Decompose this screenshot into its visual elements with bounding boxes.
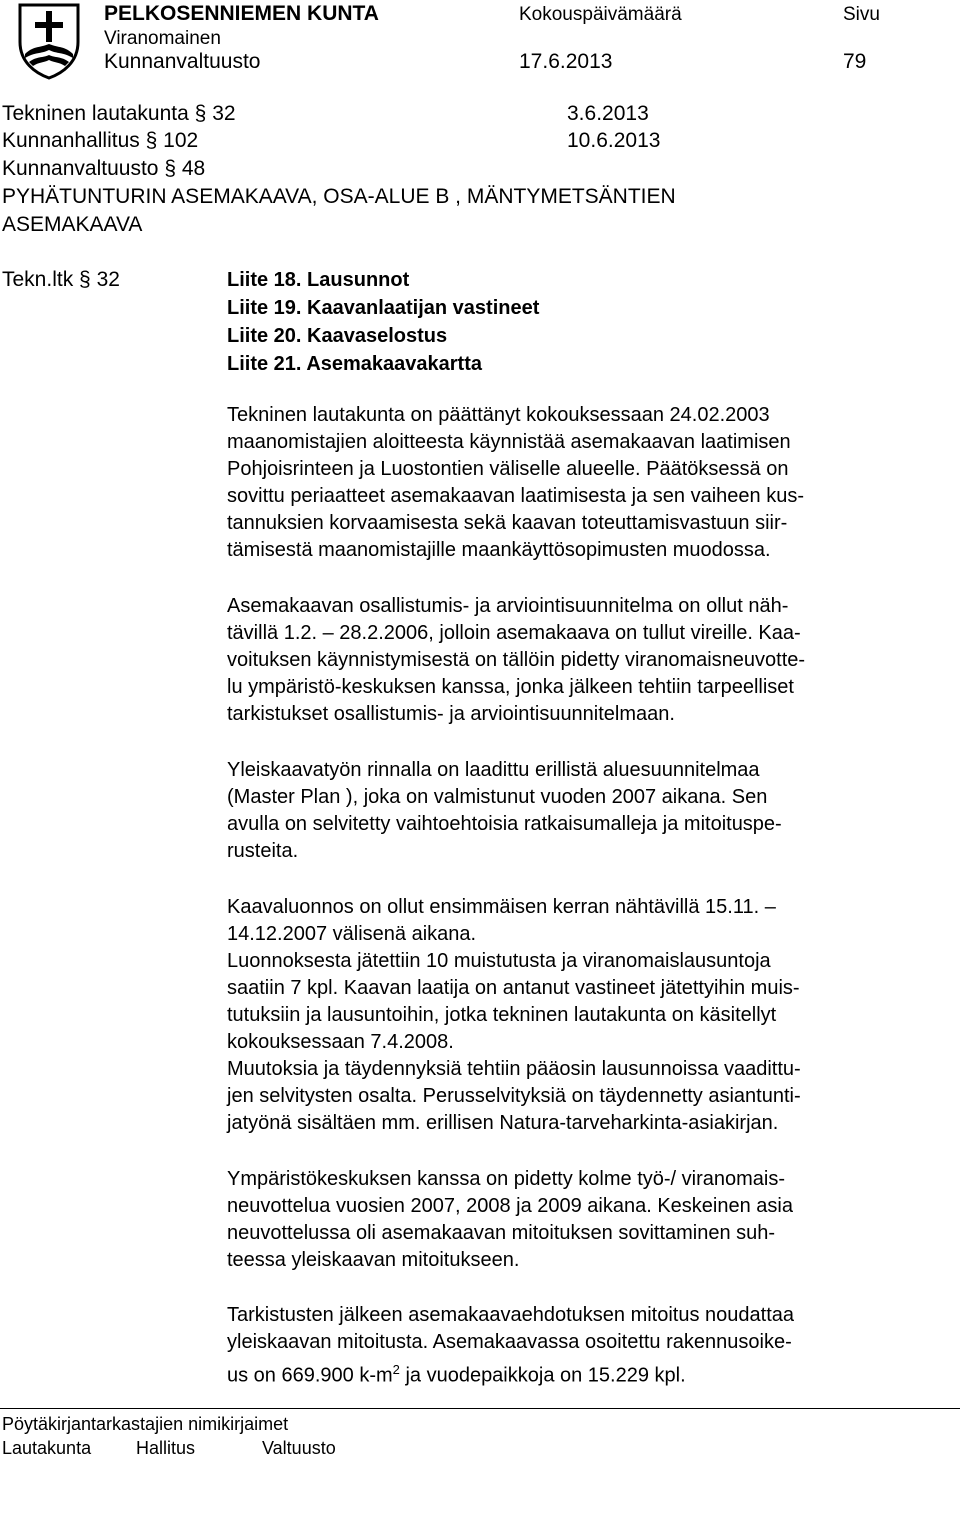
- text-line: sovittu periaatteet asemakaavan laatimisesta ja sen vaiheen kus-: [227, 485, 804, 507]
- text-line: tarkistukset osallistumis- ja arviointisuunnitelmaan.: [227, 703, 675, 725]
- side-number: 32: [96, 268, 120, 291]
- text-line: Tarkistusten jälkeen asemakaavaehdotuksen mitoitus noudattaa: [227, 1304, 795, 1326]
- footer-divider: [0, 1408, 960, 1409]
- attachment-item: [227, 350, 927, 378]
- page-label: Sivu: [843, 4, 880, 25]
- text-line: saatiin 7 kpl. Kaavan laatija on antanut vastineet jätettyihin muis-: [227, 977, 800, 999]
- section-sign: §: [79, 268, 91, 291]
- text-line: tämisestä maanomistajille maankäyttösopimusten muodossa.: [227, 539, 771, 561]
- text-line: teessa yleiskaavan mitoitukseen.: [227, 1249, 520, 1271]
- paragraph-6: [227, 1302, 927, 1390]
- reference-number: 48: [181, 157, 206, 180]
- paragraph-2: [227, 593, 927, 728]
- text-line: Yleiskaavatyön rinnalla on laadittu erillistä aluesuunnitelmaa: [227, 759, 760, 781]
- attachment-item: [227, 266, 927, 294]
- reference-number: 32: [212, 102, 236, 125]
- text-line: Kaavaluonnos on ollut ensimmäisen kerran nähtävillä 15.11. –: [227, 896, 776, 918]
- agenda-title-line-1: PYHÄTUNTURIN ASEMAKAAVA, OSA-ALUE B , MÄNTYMETSÄNTIEN: [2, 185, 676, 208]
- text-line: maanomistajien aloitteesta käynnistää asemakaavan laatimisen: [227, 431, 791, 453]
- page-number: 79: [843, 50, 867, 73]
- attachment-label: Liite 19.: [227, 297, 302, 319]
- paragraph-4: [227, 894, 927, 1137]
- attachment-item: [227, 322, 927, 350]
- footer-col-valtuusto: Valtuusto: [262, 1438, 336, 1458]
- text-line: tannuksien korvaamisesta sekä kaavan toteuttamisvastuun siir-: [227, 512, 788, 534]
- text-line: Tekninen lautakunta on päättänyt kokouksessaan 24.02.2003: [227, 404, 770, 426]
- text-line: yleiskaavan mitoitusta. Asemakaavassa osoitettu rakennusoike-: [227, 1331, 792, 1353]
- meeting-date: 17.6.2013: [519, 50, 613, 73]
- reference-row: [2, 100, 236, 127]
- reference-row: [2, 127, 198, 154]
- paragraph-5: [227, 1166, 927, 1274]
- section-sign: §: [145, 129, 158, 152]
- text-line: voituksen käynnistymisestä on tällöin pidetty viranomaisneuvotte-: [227, 649, 806, 671]
- text-line: avulla on selvitetty vaihtoehtoisia ratkaisumalleja ja mitoituspe-: [227, 813, 782, 835]
- text-line: neuvottelussa oli asemakaavan mitoituksen sovittaminen suh-: [227, 1222, 776, 1244]
- reference-body: Kunnanhallitus: [2, 129, 140, 152]
- text-line: lu ympäristö-keskuksen kanssa, jonka jälkeen tehtiin tarpeelliset: [227, 676, 794, 698]
- footer-col-lautakunta: Lautakunta: [2, 1438, 92, 1458]
- municipality-coat-of-arms-logo: [17, 2, 81, 80]
- text-line: [227, 1356, 927, 1390]
- section-sign: §: [194, 102, 207, 125]
- text-line: Pohjoisrinteen ja Luostontien väliselle alueelle. Päätöksessä on: [227, 458, 789, 480]
- attachment-label: Liite 20.: [227, 325, 302, 347]
- text-fragment: us on 669.900 k-m: [227, 1364, 393, 1387]
- side-section-label: [2, 266, 120, 293]
- reference-row: [2, 155, 205, 182]
- text-line: tävillä 1.2. – 28.2.2006, jolloin asemakaava on tullut vireille. Kaa-: [227, 622, 801, 644]
- paragraph-1: [227, 402, 927, 564]
- text-line: 14.12.2007 välisenä aikana.: [227, 923, 477, 945]
- reference-body: Tekninen lautakunta: [2, 102, 189, 125]
- footer-col-hallitus: Hallitus: [136, 1438, 196, 1458]
- paragraph-3: [227, 757, 927, 865]
- org-name: PELKOSENNIEMEN KUNTA: [104, 2, 379, 25]
- footer-title: Pöytäkirjantarkastajien nimikirjaimet: [2, 1414, 289, 1434]
- text-line: (Master Plan ), joka on valmistunut vuoden 2007 aikana. Sen: [227, 786, 768, 808]
- reference-date: 3.6.2013: [567, 102, 649, 125]
- attachment-list: [227, 266, 927, 378]
- text-line: rusteita.: [227, 840, 299, 862]
- body-name: Kunnanvaltuusto: [104, 50, 261, 73]
- attachment-item: [227, 294, 927, 322]
- text-line: Ympäristökeskuksen kanssa on pidetty kolme työ-/ viranomais-: [227, 1168, 786, 1190]
- text-fragment: ja vuodepaikkoja on 15.229 kpl.: [399, 1364, 686, 1387]
- attachment-name: Kaavanlaatijan vastineet: [307, 297, 540, 319]
- reference-date: 10.6.2013: [567, 129, 661, 152]
- attachment-name: Kaavaselostus: [307, 325, 448, 347]
- text-line: Luonnoksesta jätettiin 10 muistutusta ja viranomaislausuntoja: [227, 950, 771, 972]
- text-line: neuvottelua vuosien 2007, 2008 ja 2009 aikana. Keskeinen asia: [227, 1195, 793, 1217]
- org-subtitle: Viranomainen: [104, 28, 221, 49]
- text-line: jatyönä sisältäen mm. erillisen Natura-tarveharkinta-asiakirjan.: [227, 1112, 779, 1134]
- attachment-label: Liite 21.: [227, 353, 302, 375]
- reference-number: 102: [163, 129, 199, 152]
- attachment-name: Asemakaavakartta: [306, 353, 482, 375]
- text-line: Asemakaavan osallistumis- ja arviointisuunnitelma on ollut näh-: [227, 595, 789, 617]
- side-body: Tekn.ltk: [2, 268, 74, 291]
- agenda-title-line-2: ASEMAKAAVA: [2, 213, 143, 236]
- reference-body: Kunnanvaltuusto: [2, 157, 159, 180]
- text-line: kokouksessaan 7.4.2008.: [227, 1031, 454, 1053]
- attachment-name: Lausunnot: [307, 269, 410, 291]
- attachment-label: Liite 18.: [227, 269, 302, 291]
- meeting-date-label: Kokouspäivämäärä: [519, 4, 682, 25]
- section-sign: §: [164, 157, 176, 180]
- superscript: 2: [392, 1362, 400, 1377]
- text-line: tutuksiin ja lausuntoihin, jotka tekninen lautakunta on käsitellyt: [227, 1004, 777, 1026]
- text-line: jen selvitysten osalta. Perusselvityksiä on täydennetty asiantunti-: [227, 1085, 801, 1107]
- text-line: Muutoksia ja täydennyksiä tehtiin pääosin lausunnoissa vaadittu-: [227, 1058, 801, 1080]
